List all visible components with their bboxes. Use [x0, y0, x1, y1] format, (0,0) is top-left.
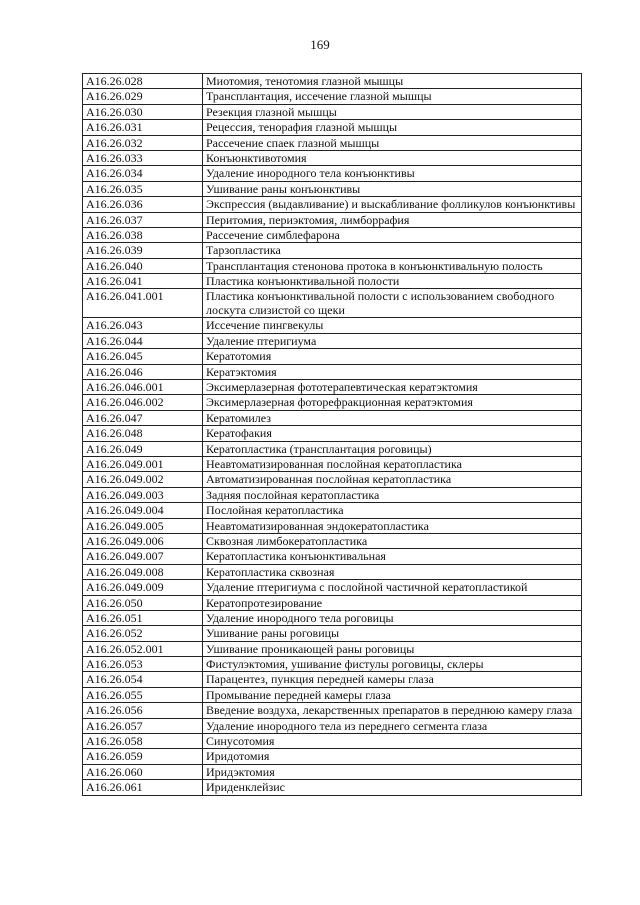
procedure-name: Неавтоматизированная эндокератопластика	[203, 518, 582, 533]
table-row	[83, 274, 582, 289]
table-row	[83, 74, 582, 89]
procedure-name: Пластика конъюнктивальной полости	[203, 274, 582, 289]
table-row	[83, 227, 582, 242]
procedure-name: Тарзопластика	[203, 243, 582, 258]
procedure-code: A16.26.049.001	[83, 456, 203, 471]
procedure-name: Иссечение пингвекулы	[203, 318, 582, 333]
table-row	[83, 610, 582, 625]
table-body	[83, 74, 582, 796]
table-row	[83, 89, 582, 104]
table-row	[83, 426, 582, 441]
procedure-code: A16.26.047	[83, 410, 203, 425]
procedure-code: A16.26.043	[83, 318, 203, 333]
procedure-code: A16.26.046.001	[83, 380, 203, 395]
procedure-name: Удаление птеригиума с послойной частичной кератопластикой	[203, 580, 582, 595]
procedure-code: A16.26.051	[83, 610, 203, 625]
procedure-code: A16.26.049.006	[83, 533, 203, 548]
procedure-code: A16.26.057	[83, 718, 203, 733]
table-row	[83, 764, 582, 779]
procedure-code: A16.26.048	[83, 426, 203, 441]
procedure-name: Экспрессия (выдавливание) и выскабливание фолликулов конъюнктивы	[203, 197, 582, 212]
procedure-code: A16.26.049.004	[83, 503, 203, 518]
procedure-name: Кератопластика (трансплантация роговицы)	[203, 441, 582, 456]
procedure-code: A16.26.034	[83, 166, 203, 181]
procedure-code: A16.26.046.002	[83, 395, 203, 410]
table-row	[83, 487, 582, 502]
procedure-name: Кератотомия	[203, 349, 582, 364]
table-row	[83, 518, 582, 533]
procedure-name: Введение воздуха, лекарственных препаратов в переднюю камеру глаза	[203, 703, 582, 718]
procedure-code: A16.26.041.001	[83, 289, 203, 318]
table-row	[83, 533, 582, 548]
procedure-name: Эксимерлазерная фоторефракционная кератэктомия	[203, 395, 582, 410]
procedure-name: Трансплантация стенонова протока в конъюнктивальную полость	[203, 258, 582, 273]
procedure-code: A16.26.033	[83, 150, 203, 165]
procedure-code: A16.26.049.003	[83, 487, 203, 502]
table-row	[83, 549, 582, 564]
procedure-code: A16.26.049.009	[83, 580, 203, 595]
table-row	[83, 135, 582, 150]
procedure-name: Неавтоматизированная послойная кератопластика	[203, 456, 582, 471]
procedure-name: Кератопластика сквозная	[203, 564, 582, 579]
procedure-name: Удаление инородного тела конъюнктивы	[203, 166, 582, 181]
procedure-name: Рассечение симблефарона	[203, 227, 582, 242]
table-row	[83, 657, 582, 672]
table-row	[83, 333, 582, 348]
procedure-code: A16.26.045	[83, 349, 203, 364]
table-row	[83, 349, 582, 364]
table-row	[83, 703, 582, 718]
table-row	[83, 166, 582, 181]
procedure-code: A16.26.058	[83, 734, 203, 749]
procedure-code: A16.26.036	[83, 197, 203, 212]
procedure-name: Сквозная лимбокератопластика	[203, 533, 582, 548]
table-row	[83, 395, 582, 410]
table-row	[83, 380, 582, 395]
procedure-name: Рецессия, тенорафия глазной мышцы	[203, 120, 582, 135]
table-row	[83, 410, 582, 425]
procedure-name: Резекция глазной мышцы	[203, 104, 582, 119]
table-row	[83, 503, 582, 518]
procedure-code: A16.26.038	[83, 227, 203, 242]
procedure-code: A16.26.039	[83, 243, 203, 258]
table-row	[83, 749, 582, 764]
procedure-code: A16.26.031	[83, 120, 203, 135]
table-row	[83, 672, 582, 687]
procedure-code: A16.26.060	[83, 764, 203, 779]
procedure-name: Миотомия, тенотомия глазной мышцы	[203, 74, 582, 89]
procedure-code: A16.26.055	[83, 687, 203, 702]
table-row	[83, 641, 582, 656]
procedure-code: A16.26.035	[83, 181, 203, 196]
procedure-code: A16.26.053	[83, 657, 203, 672]
procedure-code: A16.26.041	[83, 274, 203, 289]
procedure-name: Перитомия, периэктомия, лимборрафия	[203, 212, 582, 227]
procedure-name: Рассечение спаек глазной мышцы	[203, 135, 582, 150]
procedure-name: Иридэктомия	[203, 764, 582, 779]
procedure-codes-table	[82, 73, 582, 796]
procedure-code: A16.26.028	[83, 74, 203, 89]
table-row	[83, 181, 582, 196]
table-row	[83, 687, 582, 702]
table-row	[83, 595, 582, 610]
table-row	[83, 580, 582, 595]
procedure-code: A16.26.061	[83, 780, 203, 795]
page-number: 169	[310, 37, 330, 52]
procedure-name: Удаление птеригиума	[203, 333, 582, 348]
table-row	[83, 626, 582, 641]
procedure-name: Удаление инородного тела из переднего сегмента глаза	[203, 718, 582, 733]
procedure-name: Синусотомия	[203, 734, 582, 749]
procedure-code: A16.26.037	[83, 212, 203, 227]
table-row	[83, 364, 582, 379]
procedure-name: Промывание передней камеры глаза	[203, 687, 582, 702]
procedure-name: Кератопротезирование	[203, 595, 582, 610]
procedure-name: Кератэктомия	[203, 364, 582, 379]
procedure-name: Задняя послойная кератопластика	[203, 487, 582, 502]
procedure-name: Кератопластика конъюнктивальная	[203, 549, 582, 564]
procedure-name: Автоматизированная послойная кератопластика	[203, 472, 582, 487]
procedure-code: A16.26.059	[83, 749, 203, 764]
procedure-code: A16.26.049	[83, 441, 203, 456]
procedure-code: A16.26.032	[83, 135, 203, 150]
table-row	[83, 243, 582, 258]
table-row	[83, 472, 582, 487]
procedure-code: A16.26.049.005	[83, 518, 203, 533]
table-row	[83, 318, 582, 333]
table-row	[83, 258, 582, 273]
procedure-name: Пластика конъюнктивальной полости с использованием свободного лоскута слизистой со щеки	[203, 289, 582, 318]
table-row	[83, 441, 582, 456]
procedure-code: A16.26.030	[83, 104, 203, 119]
procedure-name: Ириденклейзис	[203, 780, 582, 795]
procedure-name: Парацентез, пункция передней камеры глаза	[203, 672, 582, 687]
procedure-code: A16.26.044	[83, 333, 203, 348]
table-row	[83, 212, 582, 227]
procedure-name: Конъюнктивотомия	[203, 150, 582, 165]
procedure-name: Ушивание проникающей раны роговицы	[203, 641, 582, 656]
procedure-name: Ушивание раны роговицы	[203, 626, 582, 641]
procedure-code: A16.26.040	[83, 258, 203, 273]
procedure-code: A16.26.056	[83, 703, 203, 718]
procedure-code: A16.26.046	[83, 364, 203, 379]
table-row	[83, 734, 582, 749]
procedure-name: Эксимерлазерная фототерапевтическая кератэктомия	[203, 380, 582, 395]
procedure-code: A16.26.049.002	[83, 472, 203, 487]
procedure-name: Кератомилез	[203, 410, 582, 425]
procedure-name: Иридотомия	[203, 749, 582, 764]
procedure-name: Ушивание раны конъюнктивы	[203, 181, 582, 196]
procedure-code: A16.26.052	[83, 626, 203, 641]
table-row	[83, 564, 582, 579]
procedure-name: Фистулэктомия, ушивание фистулы роговицы, склеры	[203, 657, 582, 672]
procedure-code: A16.26.050	[83, 595, 203, 610]
procedure-code: A16.26.054	[83, 672, 203, 687]
procedure-code: A16.26.052.001	[83, 641, 203, 656]
table-row	[83, 197, 582, 212]
table-row	[83, 120, 582, 135]
table-row	[83, 150, 582, 165]
table-row	[83, 718, 582, 733]
procedure-code: A16.26.049.008	[83, 564, 203, 579]
table-row	[83, 289, 582, 318]
table-row	[83, 780, 582, 795]
procedure-name: Трансплантация, иссечение глазной мышцы	[203, 89, 582, 104]
procedure-name: Послойная кератопластика	[203, 503, 582, 518]
procedure-name: Кератофакия	[203, 426, 582, 441]
table-row	[83, 456, 582, 471]
procedure-name: Удаление инородного тела роговицы	[203, 610, 582, 625]
procedure-code: A16.26.029	[83, 89, 203, 104]
procedure-code: A16.26.049.007	[83, 549, 203, 564]
table-row	[83, 104, 582, 119]
